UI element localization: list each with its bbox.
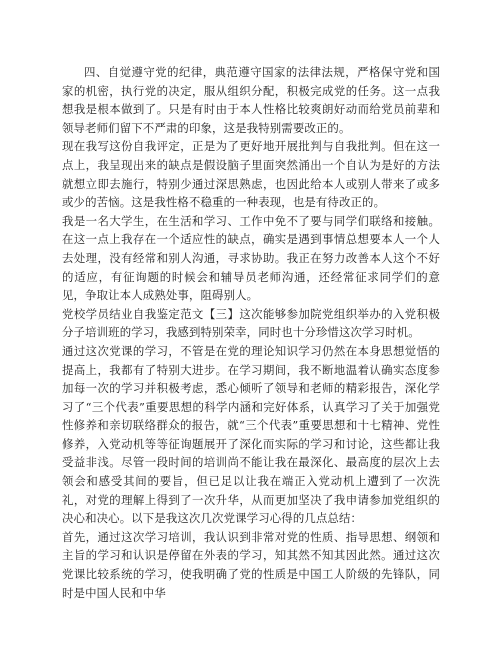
paragraph-self-criticism: 现在我写这份自我评定，正是为了更好地开展批判与自我批判。但在这一点上，我呈现出来的缺点是假设脑子里面突然涌出一个自认为是好的方法就想立即去施行，特别少通过深思熟虑，也因此给本人或别人带来了或多或少的苦恼。这是我性格不稳重的一种表现，也是有待改正的。 (62, 139, 440, 210)
paragraph-discipline: 四、自觉遵守党的纪律，典范遵守国家的法律法规，严格保守党和国家的机密，执行党的决定，服从组织分配，积极完成党的任务。这一点我想我是根本做到了。只是有时由于本人性格比较爽朗好动而给党员前辈和领导老师们留下不严肃的印象，这是我特别需要改正的。 (62, 65, 440, 135)
paragraph-sample-three-intro: 党校学员结业自我鉴定范文【三】这次能够参加院党组织举办的入党积极分子培训班的学习，我感到特别荣幸，同时也十分珍惜这次学习时机。 (62, 306, 440, 340)
paragraph-course-study: 通过这次党课的学习，不管是在党的理论知识学习仍然在本身思想觉悟的提高上，我都有了特别大进步。在学习期间，我不断地温着认确实态度参加每一次的学习并积极考虑，悉心倾听了领导和老师的精彩报告，深化学习了“三个代表”重要思想的科学内涵和完好体系，认真学习了关于加强党性修养和亲切联络群众的报告，就“三个代表”重要思想和十七精神、党性修养，入党动机等等征询题展开了深化而实际的学习和讨论，这些都让我受益非浅。尽管一段时间的培训尚不能让我在最深化、最高度的层次上去领会和感受其间的要旨，但已足以让我在端正入党动机上遭到了一次洗礼，对党的理解上得到了一次升华，从而更加坚决了我申请参加党组织的决心和决心。以下是我这次几次党课学习心得的几点总结： (62, 343, 440, 526)
paragraph-first-point: 首先，通过这次学习培训，我认识到非常对党的性质、指导思想、纲领和主旨的学习和认识是停留在外表的学习，知其然不知其因此然。通过这次党课比较系统的学习，使我明确了党的性质是中国工人阶级的先锋队，同时是中国人民和中华 (62, 529, 440, 600)
document-page (62, 63, 440, 602)
paragraph-communication: 我是一名大学生，在生活和学习、工作中免不了要与同学们联络和接触。在这一点上我存在一个适应性的缺点，确实是遇到事情总想要本人一个人去处理，没有经常和别人沟通，寻求协助。我正在努力改善本人这个不好的适应，有征询题的时候会和辅导员老师沟通，还经常征求同学们的意见，争取让本人成熟处事，阻碍别人。 (62, 213, 440, 303)
